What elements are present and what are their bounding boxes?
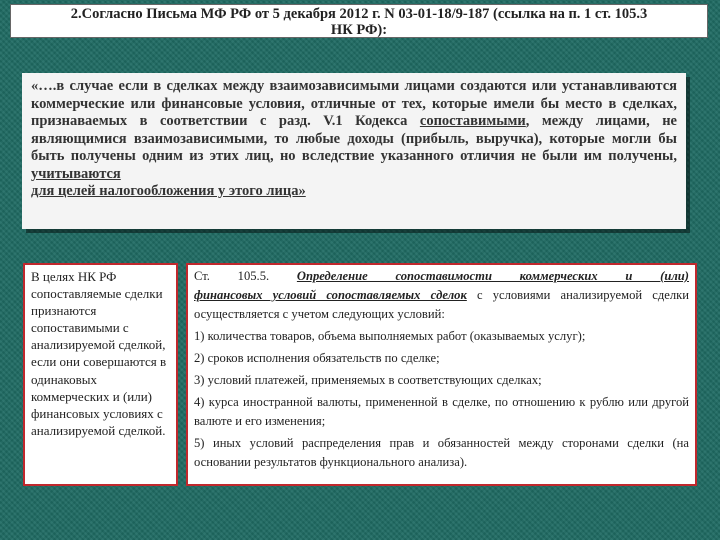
article-prefix: Ст. 105.5. — [194, 269, 297, 283]
article-item-5: 5) иных условий распределения прав и обязанностей между сторонами сделки (на основании результатов функционального анализа). — [194, 436, 689, 469]
article-heading-line-2: финансовых условий сопоставляемых сделок — [194, 288, 467, 302]
article-item-2: 2) сроков исполнения обязательств по сделке; — [194, 351, 440, 365]
quote-underlined-comparable: сопоставимыми — [419, 113, 526, 129]
article-line-2 — [194, 286, 689, 324]
quote-box — [22, 73, 686, 229]
title-line-2: НК РФ): — [330, 22, 388, 38]
article-heading-line-1: Определение сопоставимости коммерческих и (или) — [296, 269, 689, 283]
article-item-3: 3) условий платежей, применяемых в соответствующих сделках; — [194, 373, 542, 387]
article-item-4: 4) курса иностранной валюты, примененной в сделке, по отношению к рублю или другой валюте и его изменения; — [194, 395, 689, 428]
title-line-1: 2.Согласно Письма МФ РФ от 5 декабря 2012 г. N 03-01-18/9-187 (ссылка на п. 1 ст. 105.3 — [70, 6, 648, 22]
article-item-1: 1) количества товаров, объема выполняемых работ (оказываемых услуг); — [194, 329, 586, 343]
article-rest: с условиями анализируемой сделки осуществляется с учетом следующих условий: — [194, 288, 689, 321]
slide-title — [10, 4, 708, 38]
definition-text: В целях НК РФ сопоставляемые сделки признаются сопоставимыми с анализируемой сделкой, если они совершаются в одинаковых коммерческих и (или) финансовых условиях с анализируемой сделкой. — [31, 269, 167, 438]
quote-underlined-accounted: учитываются — [31, 165, 121, 182]
quote-text-2: , между лицами, не являющимися взаимозависимыми, то любые доходы (прибыль, выручка), которые могли бы быть получены одним из этих лиц, но вследствие указанного отличия не были им получены, — [31, 113, 677, 164]
quote-text-3: для целей налогообложения у этого лица» — [31, 183, 306, 199]
article-line-1 — [194, 267, 689, 286]
definition-box — [23, 263, 178, 486]
quote-text-1: «….в случае если в сделках между взаимозависимыми лицами создаются или устанавливаются коммерческие или финансовые условия, отличные от тех, которые имели бы место в сделках, признаваемых в соответствии с разд. V.1 Кодекса — [31, 78, 677, 129]
article-box — [186, 263, 697, 486]
